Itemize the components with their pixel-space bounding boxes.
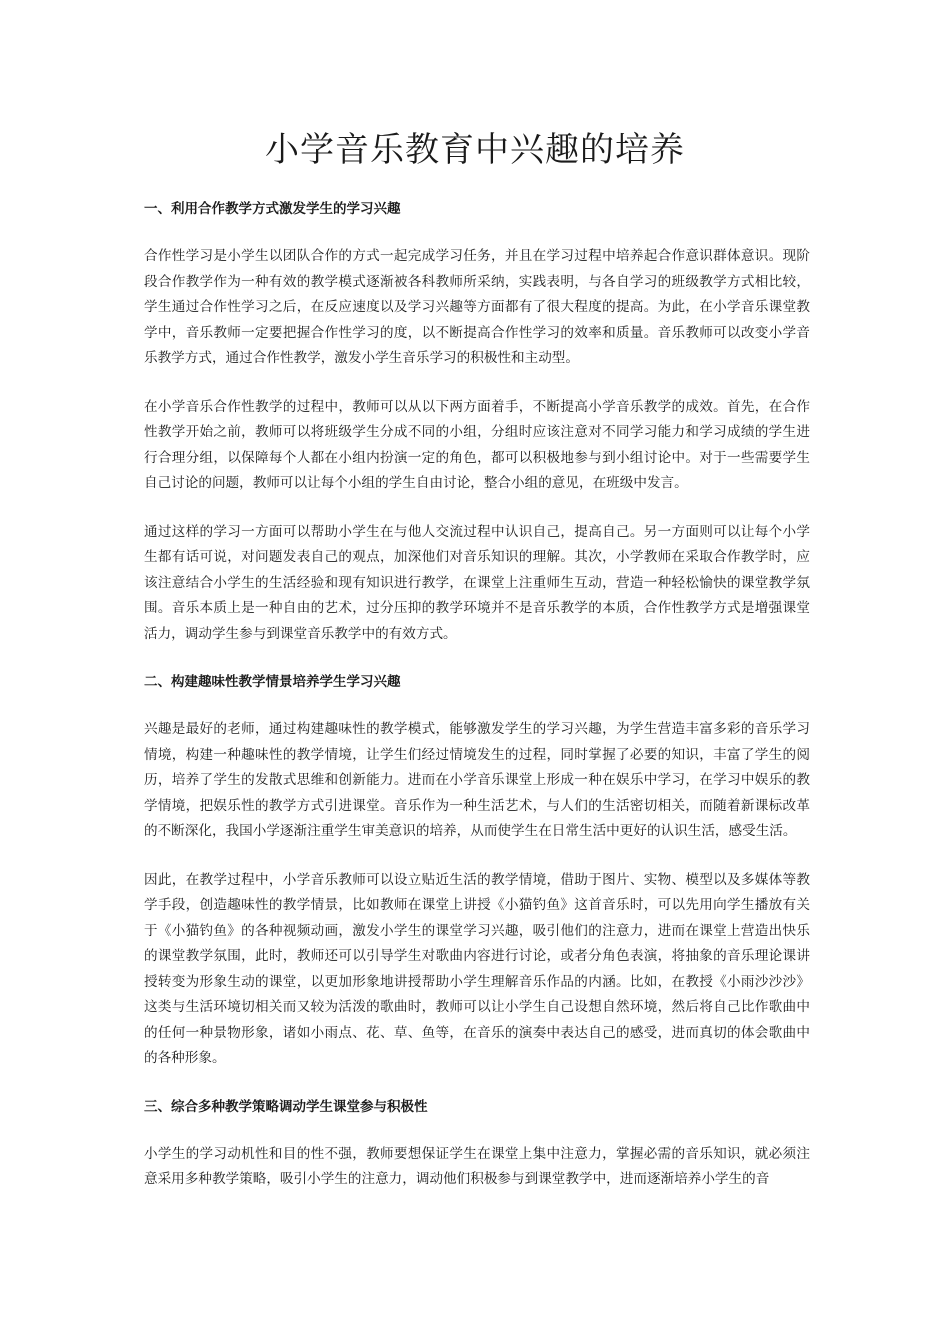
document-title: 小学音乐教育中兴趣的培养 <box>265 130 685 170</box>
section-1-heading: 一、利用合作教学方式激发学生的学习兴趣 <box>144 201 401 217</box>
section-2-paragraph-2: 因此，在教学过程中，小学音乐教师可以设立贴近生活的教学情境，借助于图片、实物、模型以及多媒体等教学手段，创造趣味性的教学情景，比如教师在课堂上讲授《小猫钓鱼》这首音乐时，可以先用向学生播放有关于《小猫钓鱼》的各种视频动画，激发小学生的课堂学习兴趣，吸引他们的注意力，进而在课堂上营造出快乐的课堂教学氛围，此时，教师还可以引导学生对歌曲内容进行讨论，或者分角色表演，将抽象的音乐理论课讲授转变为形象生动的课堂，以更加形象地讲授帮助小学生理解音乐作品的内涵。比如，在教授《小雨沙沙沙》这类与生活环境切相关而又较为活泼的歌曲时，教师可以让小学生自己设想自然环境，然后将自己比作歌曲中的任何一种景物形象，诸如小雨点、花、草、鱼等，在音乐的演奏中表达自己的感受，进而真切的体会歌曲中的各种形象。 <box>144 871 810 1066</box>
section-1-paragraph-2: 在小学音乐合作性教学的过程中，教师可以从以下两方面着手，不断提高小学音乐教学的成效。首先，在合作性教学开始之前，教师可以将班级学生分成不同的小组，分组时应该注意对不同学习能力和学习成绩的学生进行合理分组，以保障每个人都在小组内扮演一定的角色，都可以积极地参与到小组讨论中。对于一些需要学生自己讨论的问题，教师可以让每个小组的学生自由讨论，整合小组的意见，在班级中发言。 <box>144 398 810 491</box>
section-1-paragraph-3: 通过这样的学习一方面可以帮助小学生在与他人交流过程中认识自己，提高自己。另一方面则可以让每个小学生都有话可说，对问题发表自己的观点，加深他们对音乐知识的理解。其次，小学教师在采取合作教学时，应该注意结合小学生的生活经验和现有知识进行教学，在课堂上注重师生互动，营造一种轻松愉快的课堂教学氛围。音乐本质上是一种自由的艺术，过分压抑的教学环境并不是音乐教学的本质，合作性教学方式是增强课堂活力，调动学生参与到课堂音乐教学中的有效方式。 <box>144 523 810 642</box>
section-3-paragraph-1: 小学生的学习动机性和目的性不强，教师要想保证学生在课堂上集中注意力，掌握必需的音乐知识，就必须注意采用多种教学策略，吸引小学生的注意力，调动他们积极参与到课堂教学中，进而逐渐培养小学生的音 <box>144 1145 810 1187</box>
document-body <box>144 197 810 1193</box>
section-1-paragraph-1: 合作性学习是小学生以团队合作的方式一起完成学习任务，并且在学习过程中培养起合作意识群体意识。现阶段合作教学作为一种有效的教学模式逐渐被各科教师所采纳，实践表明，与各自学习的班级教学方式相比较，学生通过合作性学习之后，在反应速度以及学习兴趣等方面都有了很大程度的提高。为此，在小学音乐课堂教学中，音乐教师一定要把握合作性学习的度，以不断提高合作性学习的效率和质量。音乐教师可以改变小学音乐教学方式，通过合作性教学，激发小学生音乐学习的积极性和主动型。 <box>144 248 810 366</box>
section-3-heading: 三、综合多种教学策略调动学生课堂参与积极性 <box>144 1098 428 1115</box>
section-2-paragraph-1: 兴趣是最好的老师，通过构建趣味性的教学模式，能够激发学生的学习兴趣，为学生营造丰富多彩的音乐学习情境，构建一种趣味性的教学情境，让学生们经过情境发生的过程，同时掌握了必要的知识，丰富了学生的阅历，培养了学生的发散式思维和创新能力。进而在小学音乐课堂上形成一种在娱乐中学习，在学习中娱乐的教学情境，把娱乐性的教学方式引进课堂。音乐作为一种生活艺术，与人们的生活密切相关，而随着新课标改革的不断深化，我国小学逐渐注重学生审美意识的培养，从而使学生在日常生活中更好的认识生活，感受生活。 <box>144 721 810 839</box>
section-2-heading: 二、构建趣味性教学情景培养学生学习兴趣 <box>144 674 401 690</box>
